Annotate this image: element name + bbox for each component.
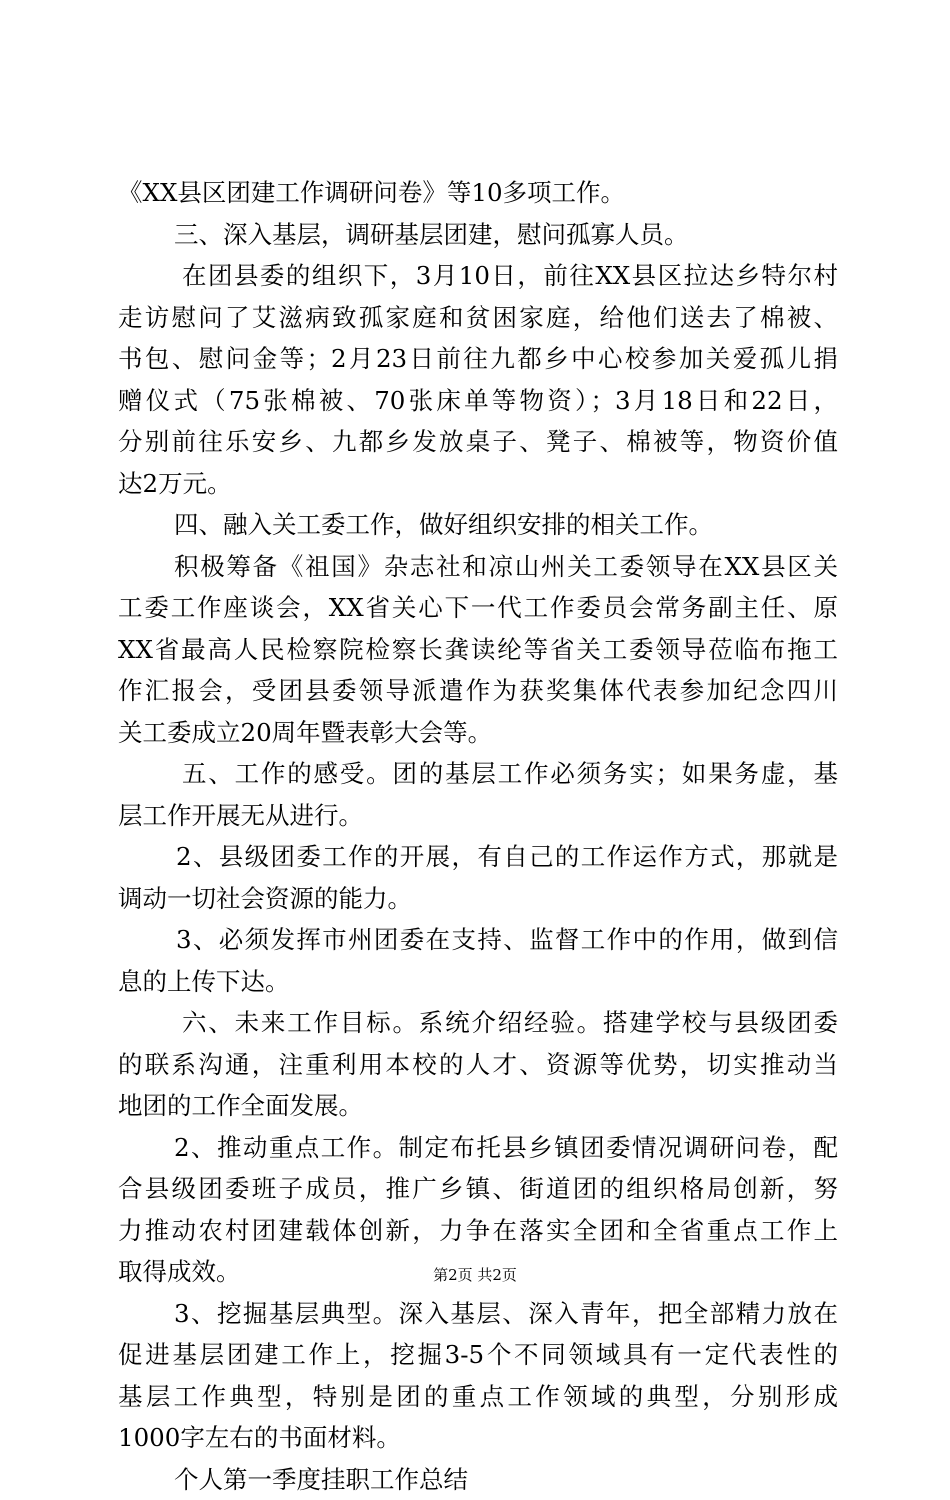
- text-line: XX省最高人民检察院检察长龚读纶等省关工委领导莅临布拖工: [118, 629, 838, 671]
- text-line: 作汇报会，受团县委领导派遣作为获奖集体代表参加纪念四川: [118, 670, 838, 712]
- text-line: 六、未来工作目标。系统介绍经验。搭建学校与县级团委: [118, 1002, 838, 1044]
- text-line: 2、县级团委工作的开展，有自己的工作运作方式，那就是: [118, 836, 838, 878]
- text-line: 基层工作典型，特别是团的重点工作领域的典型，分别形成: [118, 1376, 838, 1418]
- text-line: 在团县委的组织下，3月10日，前往XX县区拉达乡特尔村: [118, 255, 838, 297]
- text-line: 走访慰问了艾滋病致孤家庭和贫困家庭，给他们送去了棉被、: [118, 297, 838, 339]
- text-line: 息的上传下达。: [118, 961, 838, 1003]
- document-body: [118, 172, 838, 1500]
- text-line: 3、挖掘基层典型。深入基层、深入青年，把全部精力放在: [118, 1293, 838, 1335]
- text-line: 工委工作座谈会，XX省关心下一代工作委员会常务副主任、原: [118, 587, 838, 629]
- page-footer: 第2页 共2页: [0, 1264, 950, 1285]
- text-line: 层工作开展无从进行。: [118, 795, 838, 837]
- text-line: 书包、慰问金等；2月23日前往九都乡中心校参加关爱孤儿捐: [118, 338, 838, 380]
- text-line: 2、推动重点工作。制定布托县乡镇团委情况调研问卷，配: [118, 1127, 838, 1169]
- text-line: 四、融入关工委工作，做好组织安排的相关工作。: [118, 504, 838, 546]
- text-line: 个人第一季度挂职工作总结: [118, 1459, 838, 1500]
- text-line: 《XX县区团建工作调研问卷》等10多项工作。: [118, 172, 838, 214]
- text-line: 调动一切社会资源的能力。: [118, 878, 838, 920]
- text-line: 达2万元。: [118, 463, 838, 505]
- text-line: 合县级团委班子成员，推广乡镇、街道团的组织格局创新，努: [118, 1168, 838, 1210]
- text-line: 取得成效。: [118, 1251, 838, 1293]
- text-line: 三、深入基层，调研基层团建，慰问孤寡人员。: [118, 214, 838, 256]
- text-line: 促进基层团建工作上，挖掘3-5个不同领域具有一定代表性的: [118, 1334, 838, 1376]
- text-line: 的联系沟通，注重利用本校的人才、资源等优势，切实推动当: [118, 1044, 838, 1086]
- text-line: 地团的工作全面发展。: [118, 1085, 838, 1127]
- text-line: 五、工作的感受。团的基层工作必须务实；如果务虚，基: [118, 753, 838, 795]
- text-line: 关工委成立20周年暨表彰大会等。: [118, 712, 838, 754]
- text-line: 积极筹备《祖国》杂志社和凉山州关工委领导在XX县区关: [118, 546, 838, 588]
- text-line: 分别前往乐安乡、九都乡发放桌子、凳子、棉被等，物资价值: [118, 421, 838, 463]
- text-line: 3、必须发挥市州团委在支持、监督工作中的作用，做到信: [118, 919, 838, 961]
- text-line: 力推动农村团建载体创新，力争在落实全团和全省重点工作上: [118, 1210, 838, 1252]
- text-line: 赠仪式（75张棉被、70张床单等物资）；3月18日和22日，: [118, 380, 838, 422]
- text-line: 1000字左右的书面材料。: [118, 1417, 838, 1459]
